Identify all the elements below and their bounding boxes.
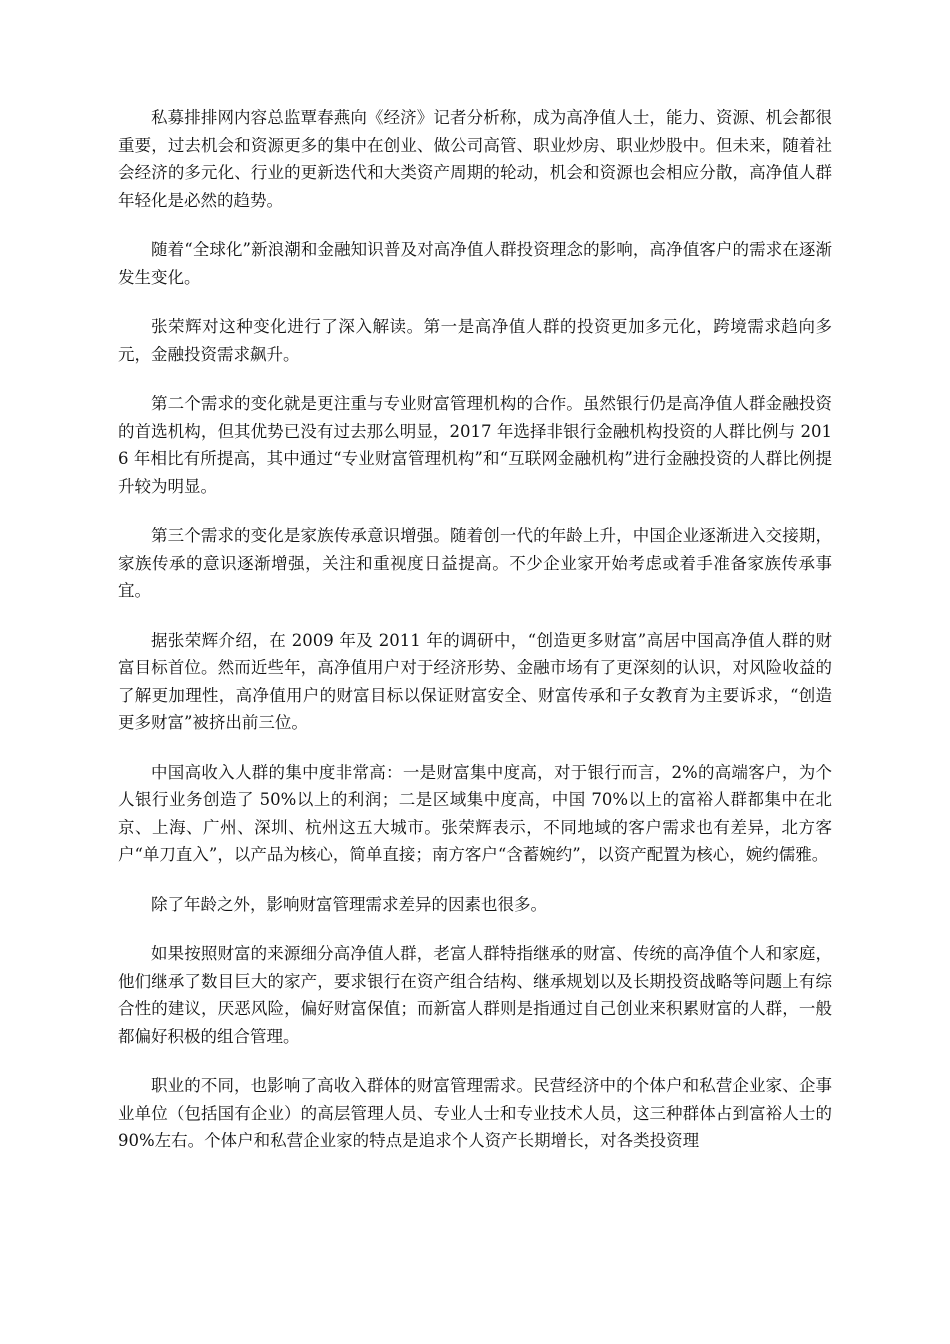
paragraph-3: 张荣辉对这种变化进行了深入解读。第一是高净值人群的投资更加多元化，跨境需求趋向多元，金融投资需求飙升。: [118, 317, 832, 364]
paragraph-7: 中国高收入人群的集中度非常高：一是财富集中度高，对于银行而言，2%的高端客户，为个人银行业务创造了 50%以上的利润；二是区域集中度高，中国 70%以上的富裕人群都集中在北京、上海、广州、深圳、杭州这五大城市。张荣辉表示，不同地域的客户需求也有差异，北方客户“单刀直入”，以产品为核心，简单直接；南方客户“含蓄婉约”，以资产配置为核心，婉约儒雅。: [118, 762, 832, 864]
paragraph-10: 职业的不同，也影响了高收入群体的财富管理需求。民营经济中的个体户和私营企业家、企事业单位（包括国有企业）的高层管理人员、专业人士和专业技术人员，这三种群体占到富裕人士的 90%左右。个体户和私营企业家的特点是追求个人资产长期增长，对各类投资理: [118, 1076, 832, 1150]
paragraph-9: 如果按照财富的来源细分高净值人群，老富人群特指继承的财富、传统的高净值个人和家庭，他们继承了数目巨大的家产，要求银行在资产组合结构、继承规划以及长期投资战略等问题上有综合性的建议，厌恶风险，偏好财富保值；而新富人群则是指通过自己创业来积累财富的人群，一般都偏好积极的组合管理。: [118, 944, 832, 1046]
paragraph-6: 据张荣辉介绍，在 2009 年及 2011 年的调研中，“创造更多财富”高居中国高净值人群的财富目标首位。然而近些年，高净值用户对于经济形势、金融市场有了更深刻的认识，对风险收益的了解更加理性，高净值用户的财富目标以保证财富安全、财富传承和子女教育为主要诉求，“创造更多财富”被挤出前三位。: [118, 630, 832, 732]
paragraph-4: 第二个需求的变化就是更注重与专业财富管理机构的合作。虽然银行仍是高净值人群金融投资的首选机构，但其优势已没有过去那么明显，2017 年选择非银行金融机构投资的人群比例与 2016 年相比有所提高，其中通过“专业财富管理机构”和“互联网金融机构”进行金融投资的人群比例提升较为明显。: [118, 394, 832, 496]
paragraph-5: 第三个需求的变化是家族传承意识增强。随着创一代的年龄上升，中国企业逐渐进入交接期，家族传承的意识逐渐增强，关注和重视度日益提高。不少企业家开始考虑或着手准备家族传承事宜。: [118, 526, 832, 600]
paragraph-2: 随着“全球化”新浪潮和金融知识普及对高净值人群投资理念的影响，高净值客户的需求在逐渐发生变化。: [118, 240, 832, 287]
paragraph-8: 除了年龄之外，影响财富管理需求差异的因素也很多。: [151, 894, 547, 914]
paragraph-1: 私募排排网内容总监覃春燕向《经济》记者分析称，成为高净值人士，能力、资源、机会都很重要，过去机会和资源更多的集中在创业、做公司高管、职业炒房、职业炒股中。但未来，随着社会经济的多元化、行业的更新迭代和大类资产周期的轮动，机会和资源也会相应分散，高净值人群年轻化是必然的趋势。: [118, 108, 832, 210]
